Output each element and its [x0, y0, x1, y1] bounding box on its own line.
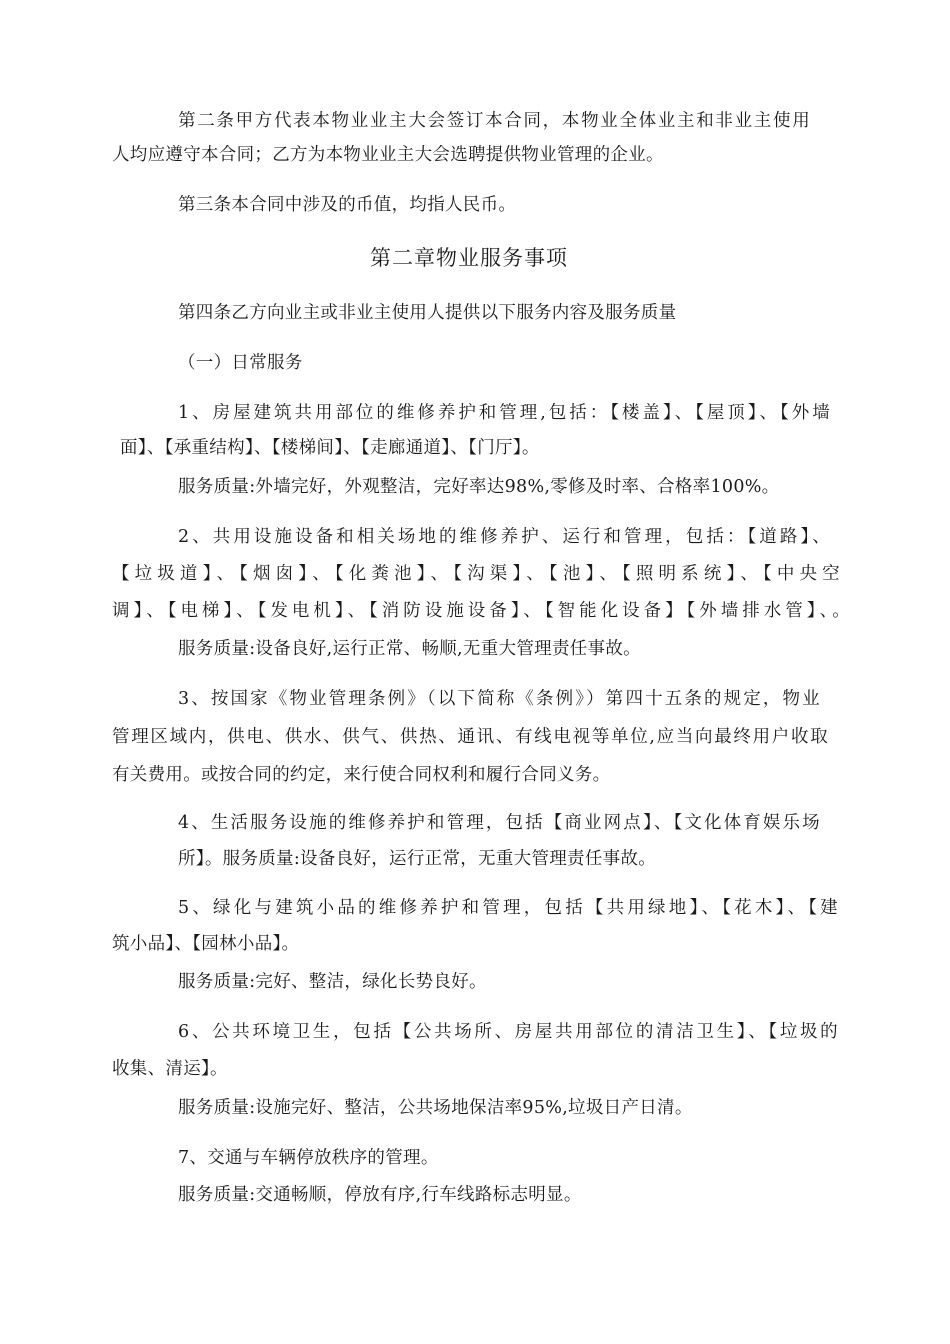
item-2-line-1: 2、共用设施设备和相关场地的维修养护、运行和管理，包括：【道路】、 — [178, 527, 830, 547]
article-2-line-1: 第二条甲方代表本物业业主大会签订本合同，本物业全体业主和非业主使用 — [178, 111, 810, 131]
item-2-line-3: 调】、【电梯】、【发电机】、【消防设施设备】、【智能化设备】【外墙排水管】、。 — [112, 601, 850, 621]
item-1-line-1: 1、房屋建筑共用部位的维修养护和管理,包括：【楼盖】、【屋顶】、【外墙 — [178, 403, 830, 423]
item-6-line-1: 6、公共环境卫生，包括【公共场所、房屋共用部位的清洁卫生】、【垃圾的 — [178, 1022, 838, 1042]
item-2-line-2: 【垃圾道】、【烟囱】、【化粪池】、【沟渠】、【池】、【照明系统】、【中央空 — [112, 564, 840, 584]
article-2-line-2: 人均应遵守本合同；乙方为本物业业主大会选聘提供物业管理的企业。 — [112, 145, 664, 165]
item-5-quality: 服务质量:完好、整洁，绿化长势良好。 — [178, 972, 487, 992]
item-3-line-1: 3、按国家《物业管理条例》（以下简称《条例》）第四十五条的规定，物业 — [178, 689, 820, 709]
item-5-line-1: 5、绿化与建筑小品的维修养护和管理，包括【共用绿地】、【花木】、【建 — [178, 898, 838, 918]
article-4: 第四条乙方向业主或非业主使用人提供以下服务内容及服务质量 — [178, 303, 677, 323]
item-7-quality: 服务质量:交通畅顺，停放有序,行车线路标志明显。 — [178, 1185, 582, 1205]
section-daily-service: （一）日常服务 — [178, 353, 303, 373]
item-2-quality: 服务质量:设备良好,运行正常、畅顺,无重大管理责任事故。 — [178, 639, 641, 659]
item-3-line-2: 管理区域内，供电、供水、供气、供热、通讯、有线电视等单位,应当向最终用户收取 — [112, 727, 828, 747]
article-3: 第三条本合同中涉及的币值，均指人民币。 — [178, 195, 517, 215]
item-6-line-2: 收集、清运】。 — [112, 1059, 228, 1079]
item-4-line-2: 所】。服务质量:设备良好，运行正常，无重大管理责任事故。 — [178, 849, 657, 869]
item-6-quality: 服务质量:设施完好、整洁，公共场地保洁率95%,垃圾日产日清。 — [178, 1098, 693, 1118]
item-1-quality: 服务质量:外墙完好，外观整洁，完好率达98%,零修及时率、合格率100%。 — [178, 477, 780, 497]
item-3-line-3: 有关费用。或按合同的约定，来行使合同权利和履行合同义务。 — [112, 765, 611, 785]
item-5-line-2: 筑小品】、【园林小品】。 — [112, 934, 300, 954]
chapter-2-heading: 第二章物业服务事项 — [370, 246, 568, 270]
item-1-line-2: 面】、【承重结构】、【楼梯间】、【走廊通道】、【门厅】。 — [120, 438, 540, 458]
item-7-line-1: 7、交通与车辆停放秩序的管理。 — [178, 1148, 439, 1168]
item-4-line-1: 4、生活服务设施的维修养护和管理，包括【商业网点】、【文化体育娱乐场 — [178, 813, 820, 833]
